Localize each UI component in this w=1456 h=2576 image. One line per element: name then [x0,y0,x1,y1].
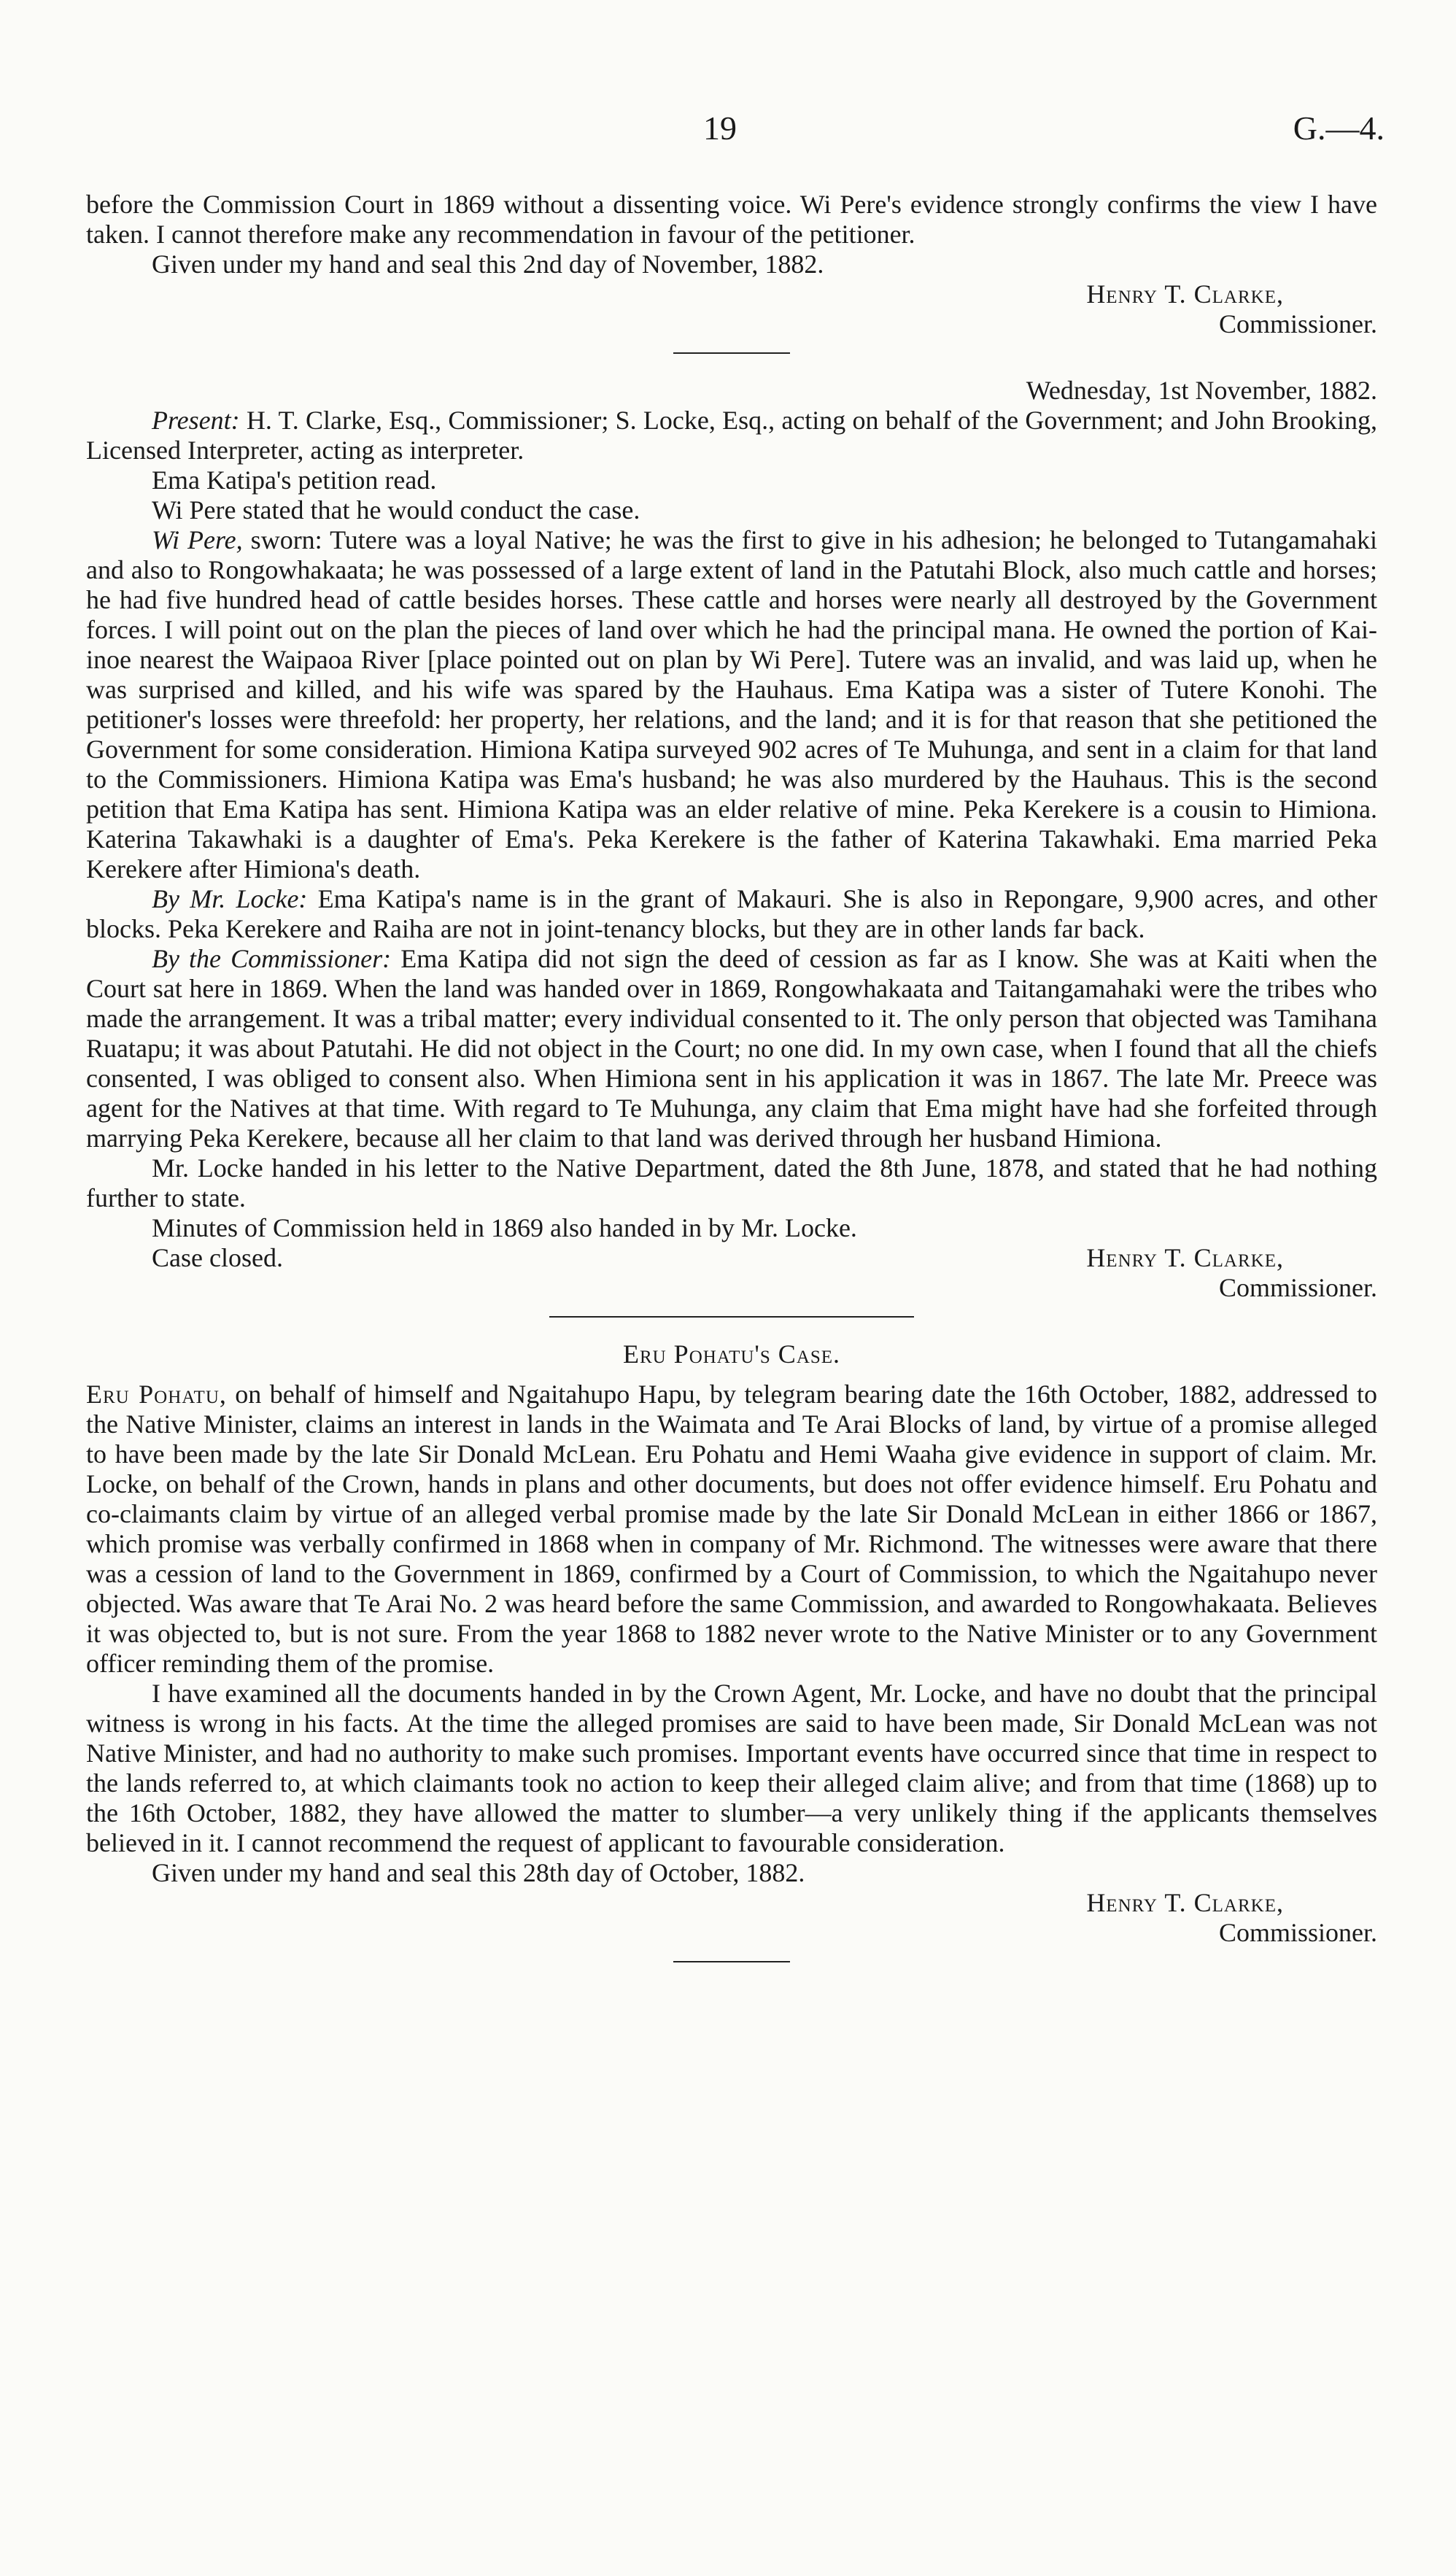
present-label: Present: [152,406,240,435]
locke-examination [86,884,1377,944]
commissioner-finding: I have examined all the documents handed in by the Crown Agent, Mr. Locke, and have no doubt that the principal witness is wrong in his facts. At the time the alleged promises are said to have been made, Sir Donald McLean was not Native Minister, and had no authority to make such promises. Important events have occurred since that time in respect to the lands referred to, at which claimants took no action to keep their alleged claim alive; and from that time (1868) up to the 16th October, 1882, they have allowed the matter to slumber—a very unlikely thing if the applicants themselves believed in it. I cannot recommend the request of applicant to favourable consideration. [86,1679,1377,1857]
commissioner-examination [86,944,1377,1153]
hearing-date: Wednesday, 1st November, 1882. [1026,376,1377,405]
signature-title: Commissioner. [1218,1273,1377,1302]
page-number: 19 [703,109,737,147]
locke-label: By Mr. Locke: [152,884,308,913]
case-title: Eru Pohatu's Case. [622,1339,841,1369]
signature-name: Henry T. Clarke, [1086,279,1284,309]
locke-letter: Mr. Locke handed in his letter to the Native Department, dated the 8th June, 1878, and stated that he had nothing further to state. [86,1153,1377,1212]
case-closed-line [86,1243,1377,1273]
wi-pere-testimony [86,525,1377,884]
divider [549,1316,914,1318]
locke-text: Ema Katipa's name is in the grant of Makauri. She is also in Repongare, 9,900 acres, and other blocks. Peka Kerekere and Raiha are not in joint-tenancy blocks, but they are in other lands far back. [86,884,1377,943]
opening-paragraph: before the Commission Court in 1869 without a dissenting voice. Wi Pere's evidence strongly confirms the view I have taken. I cannot therefore make any recommendation in favour of the petitioner. [86,190,1377,249]
present-paragraph [86,406,1377,465]
eru-pohatu-case [86,1339,1377,1948]
case-summary [86,1380,1377,1679]
given-line: Given under my hand and seal this 2nd day of November, 1882. [152,250,824,279]
conduct-statement: Wi Pere stated that he would conduct the case. [152,495,640,525]
wi-pere-text: sworn: Tutere was a loyal Native; he was the first to give in his adhesion; he belonged to Tutangamahaki and also to Rongowhakaata; he was possessed of a large extent of land in the Patutahi Block, also much cattle and horses; he had five hundred head of cattle besides horses. These cattle and horses were nearly all destroyed by the Government forces. I will point out on the plan the pieces of land over which he had the principal mana. He owned the portion of Kai-inoe nearest the Waipaoa River [place pointed out on plan by Wi Pere]. Tutere was an invalid, and was laid up, when he was surprised and killed, and his wife was spared by the Hauhaus. Ema Katipa was a sister of Tutere Konohi. The petitioner's losses were threefold: her property, her relations, and the land; and it is for that reason that she petitioned the Government for some consideration. Himiona Katipa surveyed 902 acres of Te Muhunga, and sent in a claim for that land to the Commissioners. Himiona Katipa was Ema's husband; he was also murdered by the Hauhaus. This is the second petition that Ema Katipa has sent. Himiona Katipa was an elder relative of mine. Peka Kerekere is a cousin to Himiona. Katerina Takawhaki is a daughter of Ema's. Peka Kerekere is the father of Katerina Takawhaki. Ema married Peka Kerekere after Himiona's death. [86,525,1377,883]
divider [673,352,790,354]
signature-title: Commissioner. [1218,1918,1377,1947]
petition-read: Ema Katipa's petition read. [152,465,437,495]
ema-katipa-hearing [86,376,1377,1303]
signature-block [86,279,1377,339]
claimant-name: Eru Pohatu, [86,1380,227,1409]
minutes-statement: Minutes of Commission held in 1869 also handed in by Mr. Locke. [152,1213,857,1242]
page-header [86,0,1385,190]
wi-pere-label: Wi Pere, [152,525,243,554]
signature-name: Henry T. Clarke, [1086,1243,1284,1272]
signature-name: Henry T. Clarke, [1086,1888,1284,1917]
previous-case-conclusion [86,190,1377,339]
document-page [86,0,1385,1984]
document-code: G.—4. [1293,109,1385,147]
commissioner-label: By the Commissioner: [152,944,392,973]
commissioner-text: Ema Katipa did not sign the deed of cession as far as I know. She was at Kaiti when the Court sat here in 1869. When the land was handed over in 1869, Rongowhakaata and Taitangamahaki were the tribes who made the arrangement. It was a tribal matter; every individual consented to it. The only person that objected was Tamihana Ruatapu; it was about Patutahi. He did not object in the Court; no one did. In my own case, when I found that all the chiefs consented, I was obliged to consent also. When Himiona sent in his application it was in 1867. The late Mr. Preece was agent for the Natives at that time. With regard to Te Muhunga, any claim that Ema might have had she forfeited through marrying Peka Kerekere, because all her claim to that land was derived through her husband Himiona. [86,944,1377,1153]
signature-block [86,1273,1377,1303]
divider [673,1961,790,1962]
given-line: Given under my hand and seal this 28th day of October, 1882. [152,1858,805,1887]
present-text: H. T. Clarke, Esq., Commissioner; S. Locke, Esq., acting on behalf of the Government; and John Brooking, Licensed Interpreter, acting as interpreter. [86,406,1377,465]
case-summary-text: on behalf of himself and Ngaitahupo Hapu, by telegram bearing date the 16th October, 1882, addressed to the Native Minister, claims an interest in lands in the Waimata and Te Arai Blocks of land, by virtue of a promise alleged to have been made by the late Sir Donald McLean. Eru Pohatu and Hemi Waaha give evidence in support of claim. Mr. Locke, on behalf of the Crown, hands in plans and other documents, but does not offer evidence himself. Eru Pohatu and co-claimants claim by virtue of an alleged verbal promise made by the late Sir Donald McLean in either 1866 or 1867, which promise was verbally confirmed in 1868 when in company of Mr. Richmond. The witnesses were aware that there was a cession of land to the Government in 1869, confirmed by a Court of Commission, to which the Ngaitahupo never objected. Was aware that Te Arai No. 2 was heard before the same Commission, and awarded to Rongowhakaata. Believes it was objected to, but is not sure. From the year 1868 to 1882 never wrote to the Native Minister or to any Government officer reminding them of the promise. [86,1380,1377,1678]
signature-title: Commissioner. [1218,309,1377,339]
signature-block [86,1888,1377,1948]
case-closed: Case closed. [152,1243,283,1272]
